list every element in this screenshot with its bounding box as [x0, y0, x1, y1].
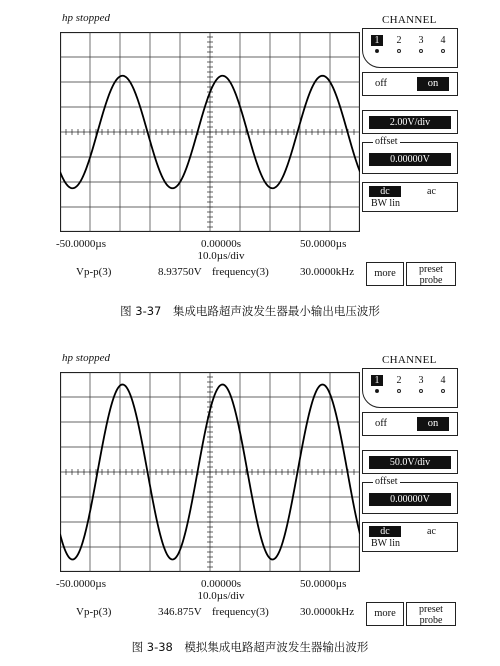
offset-value: 0.00000V [369, 153, 451, 166]
volts-per-div-value: 2.00V/div [369, 116, 451, 129]
channel-title: CHANNEL [382, 14, 437, 26]
channel-3-indicator [419, 49, 423, 53]
dc-coupling-option[interactable]: dc [369, 526, 401, 537]
off-option[interactable]: off [375, 78, 388, 89]
on-option[interactable]: on [417, 77, 449, 91]
channel-4-button[interactable]: 4 [440, 375, 446, 386]
ac-coupling-option[interactable]: ac [427, 186, 436, 197]
channel-3-button[interactable]: 3 [418, 35, 424, 46]
figure-caption: 图 3-37 集成电路超声波发生器最小输出电压波形 [120, 304, 380, 318]
channel-1-indicator [375, 389, 379, 393]
channel-selector [362, 28, 458, 68]
channel-2-button[interactable]: 2 [396, 375, 402, 386]
timebase-label: 10.0µs/div [197, 250, 245, 262]
probe-label: probe [419, 615, 443, 626]
on-option[interactable]: on [417, 417, 449, 431]
x-axis-right-label: 50.0000µs [300, 578, 347, 590]
channel-2-button[interactable]: 2 [396, 35, 402, 46]
run-status: hp stopped [62, 12, 110, 24]
offset-value: 0.00000V [369, 493, 451, 506]
vpp-label: Vp-p(3) [76, 266, 112, 278]
channel-4-button[interactable]: 4 [440, 35, 446, 46]
frequency-value: 30.0000kHz [300, 266, 355, 278]
frequency-value: 30.0000kHz [300, 606, 355, 618]
vpp-label: Vp-p(3) [76, 606, 112, 618]
channel-2-indicator [397, 389, 401, 393]
bandwidth-limit-option[interactable]: BW lin [371, 198, 400, 209]
volts-per-div-control[interactable] [362, 450, 458, 474]
scope-panel-2 [0, 340, 500, 666]
offset-control[interactable] [362, 476, 458, 514]
channel-4-indicator [441, 49, 445, 53]
waveform-graticule [60, 372, 360, 572]
bandwidth-limit-option[interactable]: BW lin [371, 538, 400, 549]
x-axis-right-label: 50.0000µs [300, 238, 347, 250]
vpp-value: 346.875V [158, 606, 202, 618]
preset-probe-button[interactable] [406, 262, 456, 286]
channel-3-button[interactable]: 3 [418, 375, 424, 386]
x-axis-center-label: 0.00000s [200, 578, 242, 590]
offset-label: offset [375, 136, 398, 147]
scope-panel-1 [0, 0, 500, 330]
channel-2-indicator [397, 49, 401, 53]
more-button[interactable]: more [366, 262, 404, 286]
frequency-label: frequency(3) [212, 266, 269, 278]
x-axis-left-label: -50.0000µs [56, 578, 107, 590]
waveform-graticule [60, 32, 360, 232]
channel-4-indicator [441, 389, 445, 393]
offset-control[interactable] [362, 136, 458, 174]
x-axis-center-label: 0.00000s [200, 238, 242, 250]
timebase-label: 10.0µs/div [197, 590, 245, 602]
waveform-display [60, 32, 360, 232]
preset-probe-button[interactable] [406, 602, 456, 626]
preset-label: preset [419, 604, 443, 615]
channel-selector [362, 368, 458, 408]
channel-1-indicator [375, 49, 379, 53]
coupling-control[interactable] [362, 182, 458, 212]
ac-coupling-option[interactable]: ac [427, 526, 436, 537]
dc-coupling-option[interactable]: dc [369, 186, 401, 197]
coupling-control[interactable] [362, 522, 458, 552]
x-axis-left-label: -50.0000µs [56, 238, 107, 250]
offset-label: offset [375, 476, 398, 487]
channel-on-off-toggle[interactable] [362, 412, 458, 436]
probe-label: probe [419, 275, 443, 286]
channel-3-indicator [419, 389, 423, 393]
frequency-label: frequency(3) [212, 606, 269, 618]
figure-caption: 图 3-38 模拟集成电路超声波发生器输出波形 [131, 640, 369, 654]
channel-1-button[interactable]: 1 [371, 35, 383, 46]
waveform-display [60, 372, 360, 572]
volts-per-div-control[interactable] [362, 110, 458, 134]
run-status: hp stopped [62, 352, 110, 364]
more-button[interactable]: more [366, 602, 404, 626]
channel-on-off-toggle[interactable] [362, 72, 458, 96]
channel-1-button[interactable]: 1 [371, 375, 383, 386]
channel-title: CHANNEL [382, 354, 437, 366]
volts-per-div-value: 50.0V/div [369, 456, 451, 469]
vpp-value: 8.93750V [158, 266, 202, 278]
preset-label: preset [419, 264, 443, 275]
off-option[interactable]: off [375, 418, 388, 429]
